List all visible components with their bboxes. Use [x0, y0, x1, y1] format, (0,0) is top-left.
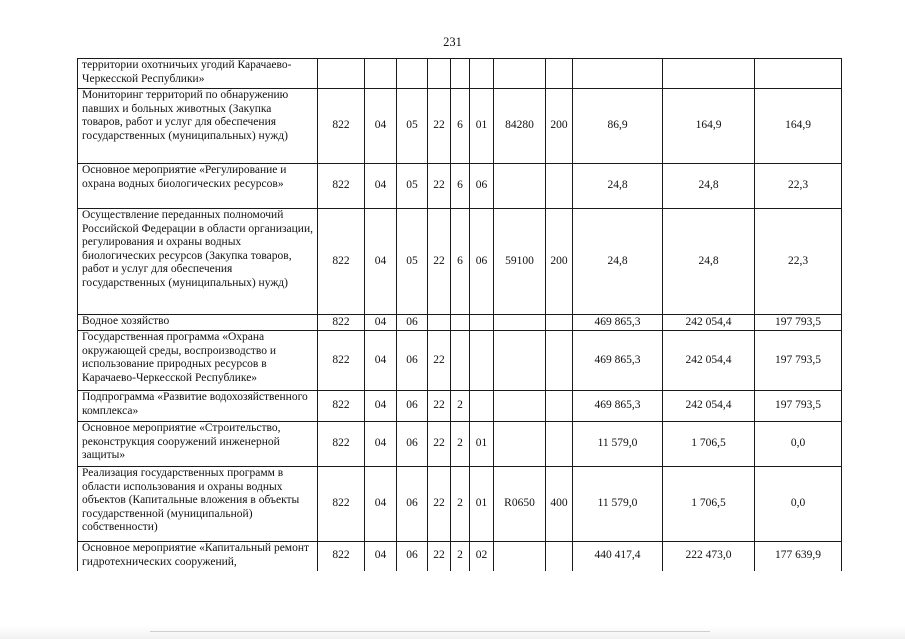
- amount-year-1: 11 579,0: [573, 467, 663, 542]
- expense-type-code: [546, 59, 573, 89]
- subsection-code: 06: [397, 422, 428, 467]
- direction-code: [494, 59, 546, 89]
- table-row: [78, 422, 842, 467]
- amount-year-2: 164,9: [663, 89, 755, 164]
- program-code: [428, 315, 451, 331]
- amount-year-3: 0,0: [755, 467, 842, 542]
- expense-type-code: 200: [546, 209, 573, 315]
- table-row: [78, 467, 842, 542]
- event-code: [470, 315, 494, 331]
- section-code: 04: [365, 331, 397, 391]
- budget-table: [77, 58, 842, 571]
- section-code: 04: [365, 422, 397, 467]
- item-name: Реализация государственных программ в области использования и охраны водных объектов (Капитальные вложения в объекты государственной (муниципальной) собственности): [78, 467, 318, 542]
- amount-year-1: 469 865,3: [573, 391, 663, 422]
- program-code: [428, 59, 451, 89]
- section-code: 04: [365, 542, 397, 571]
- program-code: 22: [428, 331, 451, 391]
- amount-year-2: 242 054,4: [663, 331, 755, 391]
- direction-code: 84280: [494, 89, 546, 164]
- expense-type-code: [546, 164, 573, 209]
- event-code: 02: [470, 542, 494, 571]
- amount-year-3: [755, 59, 842, 89]
- amount-year-1: 24,8: [573, 209, 663, 315]
- program-code: 22: [428, 422, 451, 467]
- subprogram-code: [451, 59, 470, 89]
- event-code: [470, 391, 494, 422]
- expense-type-code: 200: [546, 89, 573, 164]
- expense-type-code: [546, 315, 573, 331]
- item-name: Основное мероприятие «Регулирование и охрана водных биологических ресурсов»: [78, 164, 318, 209]
- subsection-code: 06: [397, 331, 428, 391]
- amount-year-2: 24,8: [663, 164, 755, 209]
- expense-type-code: 400: [546, 467, 573, 542]
- amount-year-2: 242 054,4: [663, 391, 755, 422]
- expense-type-code: [546, 391, 573, 422]
- direction-code: [494, 331, 546, 391]
- admin-code: [318, 59, 365, 89]
- section-code: 04: [365, 209, 397, 315]
- table-row: [78, 542, 842, 571]
- subsection-code: 05: [397, 209, 428, 315]
- item-name: Подпрограмма «Развитие водохозяйственного комплекса»: [78, 391, 318, 422]
- subsection-code: 05: [397, 89, 428, 164]
- admin-code: 822: [318, 331, 365, 391]
- event-code: 01: [470, 422, 494, 467]
- page-number: 231: [443, 35, 462, 49]
- program-code: 22: [428, 542, 451, 571]
- item-name: Мониторинг территорий по обнаружению павших и больных животных (Закупка товаров, работ и услуг для обеспечения государственных (муниципальных) нужд): [78, 89, 318, 164]
- subprogram-code: 2: [451, 391, 470, 422]
- event-code: 01: [470, 89, 494, 164]
- event-code: 06: [470, 164, 494, 209]
- subprogram-code: 2: [451, 467, 470, 542]
- amount-year-1: 469 865,3: [573, 315, 663, 331]
- amount-year-3: 177 639,9: [755, 542, 842, 571]
- direction-code: [494, 542, 546, 571]
- amount-year-1: 11 579,0: [573, 422, 663, 467]
- admin-code: 822: [318, 391, 365, 422]
- expense-type-code: [546, 542, 573, 571]
- subprogram-code: [451, 315, 470, 331]
- subsection-code: 06: [397, 467, 428, 542]
- admin-code: 822: [318, 209, 365, 315]
- section-code: [365, 59, 397, 89]
- subsection-code: 06: [397, 315, 428, 331]
- table-row: [78, 209, 842, 315]
- section-code: 04: [365, 89, 397, 164]
- item-name: Основное мероприятие «Строительство, реконструкция сооружений инженерной защиты»: [78, 422, 318, 467]
- program-code: 22: [428, 467, 451, 542]
- item-name: Осуществление переданных полномочий Российской Федерации в области организации, регулирования и охраны водных биологических ресурсов (Закупка товаров, работ и услуг для обеспечения государственных (муниципальных) нужд): [78, 209, 318, 315]
- admin-code: 822: [318, 89, 365, 164]
- subsection-code: [397, 59, 428, 89]
- section-code: 04: [365, 164, 397, 209]
- table-row: [78, 89, 842, 164]
- subprogram-code: 6: [451, 89, 470, 164]
- event-code: [470, 331, 494, 391]
- section-code: 04: [365, 467, 397, 542]
- program-code: 22: [428, 89, 451, 164]
- amount-year-2: [663, 59, 755, 89]
- event-code: [470, 59, 494, 89]
- subprogram-code: 2: [451, 542, 470, 571]
- amount-year-3: 22,3: [755, 164, 842, 209]
- table-row: [78, 164, 842, 209]
- direction-code: 59100: [494, 209, 546, 315]
- table-row: [78, 315, 842, 331]
- amount-year-3: 22,3: [755, 209, 842, 315]
- section-code: 04: [365, 315, 397, 331]
- amount-year-1: 86,9: [573, 89, 663, 164]
- amount-year-1: [573, 59, 663, 89]
- subsection-code: 05: [397, 164, 428, 209]
- direction-code: R0650: [494, 467, 546, 542]
- direction-code: [494, 164, 546, 209]
- subsection-code: 06: [397, 391, 428, 422]
- program-code: 22: [428, 164, 451, 209]
- admin-code: 822: [318, 542, 365, 571]
- table-row: [78, 59, 842, 89]
- expense-type-code: [546, 422, 573, 467]
- subprogram-code: [451, 331, 470, 391]
- amount-year-2: 24,8: [663, 209, 755, 315]
- section-code: 04: [365, 391, 397, 422]
- scan-edge: [0, 626, 905, 639]
- amount-year-3: 197 793,5: [755, 391, 842, 422]
- subsection-code: 06: [397, 542, 428, 571]
- item-name: Государственная программа «Охрана окружающей среды, воспроизводство и использование природных ресурсов в Карачаево-Черкесской Республике»: [78, 331, 318, 391]
- amount-year-3: 0,0: [755, 422, 842, 467]
- amount-year-2: 1 706,5: [663, 467, 755, 542]
- subprogram-code: 2: [451, 422, 470, 467]
- event-code: 06: [470, 209, 494, 315]
- direction-code: [494, 315, 546, 331]
- admin-code: 822: [318, 164, 365, 209]
- program-code: 22: [428, 209, 451, 315]
- event-code: 01: [470, 467, 494, 542]
- amount-year-2: 242 054,4: [663, 315, 755, 331]
- direction-code: [494, 391, 546, 422]
- subprogram-code: 6: [451, 164, 470, 209]
- item-name: территории охотничьих угодий Карачаево-Черкесской Республики»: [78, 59, 318, 89]
- program-code: 22: [428, 391, 451, 422]
- direction-code: [494, 422, 546, 467]
- amount-year-2: 222 473,0: [663, 542, 755, 571]
- admin-code: 822: [318, 467, 365, 542]
- subprogram-code: 6: [451, 209, 470, 315]
- table-row: [78, 331, 842, 391]
- admin-code: 822: [318, 315, 365, 331]
- item-name: Водное хозяйство: [78, 315, 318, 331]
- amount-year-1: 24,8: [573, 164, 663, 209]
- item-name: Основное мероприятие «Капитальный ремонт гидротехнических сооружений,: [78, 542, 318, 571]
- expense-type-code: [546, 331, 573, 391]
- amount-year-2: 1 706,5: [663, 422, 755, 467]
- admin-code: 822: [318, 422, 365, 467]
- scan-mark: [150, 631, 710, 632]
- amount-year-3: 197 793,5: [755, 331, 842, 391]
- amount-year-1: 440 417,4: [573, 542, 663, 571]
- amount-year-1: 469 865,3: [573, 331, 663, 391]
- amount-year-3: 164,9: [755, 89, 842, 164]
- amount-year-3: 197 793,5: [755, 315, 842, 331]
- table-row: [78, 391, 842, 422]
